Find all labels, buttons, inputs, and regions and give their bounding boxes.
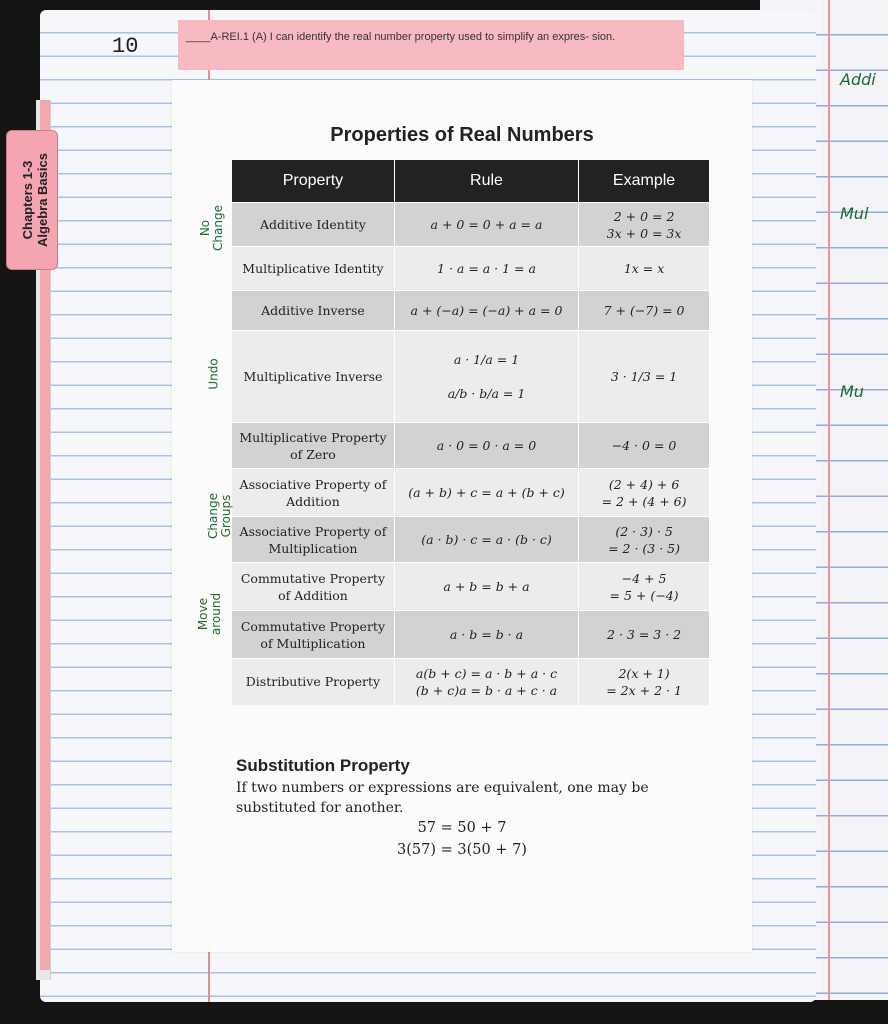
table-row: [232, 291, 710, 331]
table-row: [232, 659, 710, 705]
property-cell: Multiplicative Property of Zero: [232, 423, 394, 469]
property-cell: Commutative Property of Addition: [232, 563, 394, 611]
example-cell: −4 · 0 = 0: [579, 423, 710, 469]
substitution-text: If two numbers or expressions are equivalent, one may be substituted for another.: [236, 780, 649, 816]
chapter-tab[interactable]: [6, 130, 58, 270]
property-cell: Multiplicative Inverse: [232, 331, 394, 423]
example-cell: 2(x + 1) = 2x + 2 · 1: [579, 659, 710, 705]
handwritten-note-no-change: No Change: [198, 205, 225, 251]
property-cell: Associative Property of Addition: [232, 469, 394, 517]
rule-cell: a · 1/a = 1 a/b · b/a = 1: [394, 331, 578, 423]
property-cell: Associative Property of Multiplication: [232, 517, 394, 563]
example-cell: 2 + 0 = 2 3x + 0 = 3x: [579, 203, 710, 247]
tab-line-1: Chapters 1-3: [20, 160, 35, 240]
property-cell: Distributive Property: [232, 659, 394, 705]
table-row: [232, 331, 710, 423]
substitution-title: Substitution Property: [236, 756, 410, 775]
header-example: Example: [579, 160, 710, 203]
handwritten-note-move-around: Move around: [196, 592, 223, 636]
table-row: [232, 247, 710, 291]
rule-cell: a + b = b + a: [394, 563, 578, 611]
substitution-equation-2: 3(57) = 3(50 + 7): [397, 842, 527, 858]
handwritten-note-change-groups: Change Groups: [206, 493, 233, 539]
table-header-row: [232, 160, 710, 203]
example-cell: (2 + 4) + 6 = 2 + (4 + 6): [579, 469, 710, 517]
table-row: [232, 517, 710, 563]
rule-cell: 1 · a = a · 1 = a: [394, 247, 578, 291]
right-note-2: Mul: [840, 204, 869, 223]
table-row: [232, 563, 710, 611]
property-cell: Additive Inverse: [232, 291, 394, 331]
example-cell: (2 · 3) · 5 = 2 · (3 · 5): [579, 517, 710, 563]
properties-table: [232, 160, 710, 705]
rule-cell: (a + b) + c = a + (b + c): [394, 469, 578, 517]
example-cell: 2 · 3 = 3 · 2: [579, 611, 710, 659]
rule-cell: (a · b) · c = a · (b · c): [394, 517, 578, 563]
example-cell: 7 + (−7) = 0: [579, 291, 710, 331]
property-cell: Multiplicative Identity: [232, 247, 394, 291]
handwritten-note-undo: Undo: [206, 358, 221, 390]
table-row: [232, 611, 710, 659]
chapter-tab-label: [20, 153, 50, 247]
header-property: Property: [232, 160, 394, 203]
right-margin-line: [828, 0, 830, 1000]
right-note-3: Mu: [840, 382, 864, 401]
page-number: 10: [112, 34, 139, 59]
property-cell: Commutative Property of Multiplication: [232, 611, 394, 659]
rule-cell: a · b = b · a: [394, 611, 578, 659]
substitution-equation-1: 57 = 50 + 7: [417, 820, 507, 836]
example-cell: 1x = x: [579, 247, 710, 291]
tab-line-2: Algebra Basics: [35, 153, 50, 247]
rule-cell: a + (−a) = (−a) + a = 0: [394, 291, 578, 331]
glued-handout: [172, 80, 752, 952]
property-cell: Additive Identity: [232, 203, 394, 247]
handout-title: Properties of Real Numbers: [330, 124, 594, 146]
rule-cell: a · 0 = 0 · a = 0: [394, 423, 578, 469]
example-cell: 3 · 1/3 = 1: [579, 331, 710, 423]
objective-banner: ____A-REI.1 (A) I can identify the real number property used to simplify an expres- sion.: [178, 20, 684, 70]
table-row: [232, 469, 710, 517]
right-note-1: Addi: [840, 70, 876, 89]
table-row: [232, 203, 710, 247]
example-cell: −4 + 5 = 5 + (−4): [579, 563, 710, 611]
header-rule: Rule: [394, 160, 578, 203]
rule-cell: a(b + c) = a · b + a · c (b + c)a = b · a + c · a: [394, 659, 578, 705]
rule-cell: a + 0 = 0 + a = a: [394, 203, 578, 247]
table-row: [232, 423, 710, 469]
